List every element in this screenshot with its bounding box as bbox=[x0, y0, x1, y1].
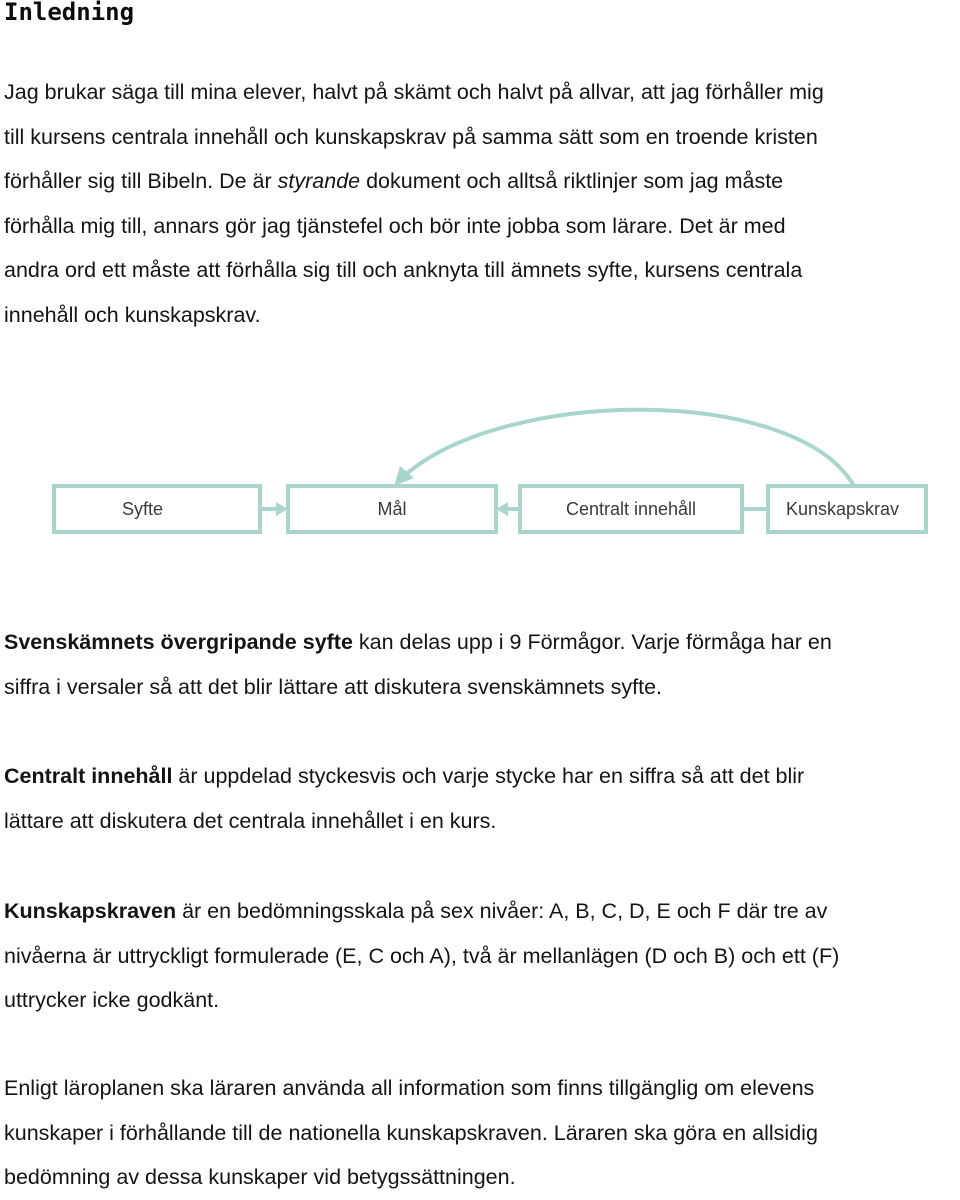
syfte-paragraph bbox=[4, 620, 959, 709]
text-line bbox=[4, 754, 959, 799]
bold-term: Svenskämnets övergripande syfte bbox=[4, 630, 353, 654]
text-line: förhålla mig till, annars gör jag tjänstefel och bör inte jobba som lärare. Det är med bbox=[4, 213, 786, 238]
page-heading: Inledning bbox=[4, 0, 135, 26]
text-line: siffra i versaler så att det blir lättare att diskutera svenskämnets syfte. bbox=[4, 674, 663, 699]
text-line: andra ord ett måste att förhålla sig till och anknyta till ämnets syfte, kursens centrala bbox=[4, 258, 803, 282]
kunskapskrav-paragraph bbox=[4, 889, 959, 1023]
text-line: Enligt läroplanen ska läraren använda all information som finns tillgänglig om elevens bbox=[4, 1076, 815, 1100]
text-run: är uppdelad styckesvis och varje stycke har en siffra så att det blir bbox=[172, 764, 805, 788]
feedback-arc-arrow bbox=[404, 410, 854, 486]
text-line bbox=[4, 620, 959, 665]
text-line bbox=[4, 159, 959, 204]
box-kunskapskrav bbox=[766, 484, 928, 534]
intro-paragraph bbox=[4, 70, 959, 337]
text-line: Jag brukar säga till mina elever, halvt på skämt och halvt på allvar, att jag förhåller mig bbox=[4, 80, 824, 104]
text-run: förhåller sig till Bibeln. De är bbox=[4, 169, 278, 193]
box-label: Centralt innehåll bbox=[565, 498, 697, 519]
text-line: uttrycker icke godkänt. bbox=[4, 988, 220, 1012]
curriculum-flow-diagram bbox=[52, 404, 928, 538]
text-run: kan delas upp i 9 Förmågor. Varje förmåga har en bbox=[352, 630, 832, 654]
laroplan-paragraph bbox=[4, 1066, 959, 1200]
box-syfte bbox=[52, 484, 262, 534]
text-line: nivåerna är uttryckligt formulerade (E, C och A), två är mellanlägen (D och B) och ett (F) bbox=[4, 943, 840, 968]
text-line: bedömning av dessa kunskaper vid betygssättningen. bbox=[4, 1165, 516, 1189]
emphasis-styrande: styrande bbox=[277, 169, 361, 193]
text-line bbox=[4, 889, 959, 934]
text-run: är en bedömningsskala på sex nivåer: A, B, C, D, E och F där tre av bbox=[176, 899, 828, 923]
text-line: till kursens centrala innehåll och kunskapskrav på samma sätt som en troende kristen bbox=[4, 124, 818, 149]
text-line: innehåll och kunskapskrav. bbox=[4, 302, 261, 327]
text-line: kunskaper i förhållande till de nationella kunskapskraven. Läraren ska göra en allsidig bbox=[4, 1120, 818, 1145]
centralt-paragraph bbox=[4, 754, 959, 843]
box-label: Kunskapskrav bbox=[786, 498, 900, 519]
text-run: dokument och alltså riktlinjer som jag måste bbox=[360, 169, 784, 193]
bold-term: Centralt innehåll bbox=[4, 764, 173, 788]
box-centralt-innehall bbox=[518, 484, 744, 534]
box-mal bbox=[286, 484, 498, 534]
box-label: Mål bbox=[377, 498, 407, 519]
bold-term: Kunskapskraven bbox=[4, 899, 177, 923]
box-label: Syfte bbox=[122, 498, 164, 519]
text-line: lättare att diskutera det centrala innehållet i en kurs. bbox=[4, 808, 497, 833]
